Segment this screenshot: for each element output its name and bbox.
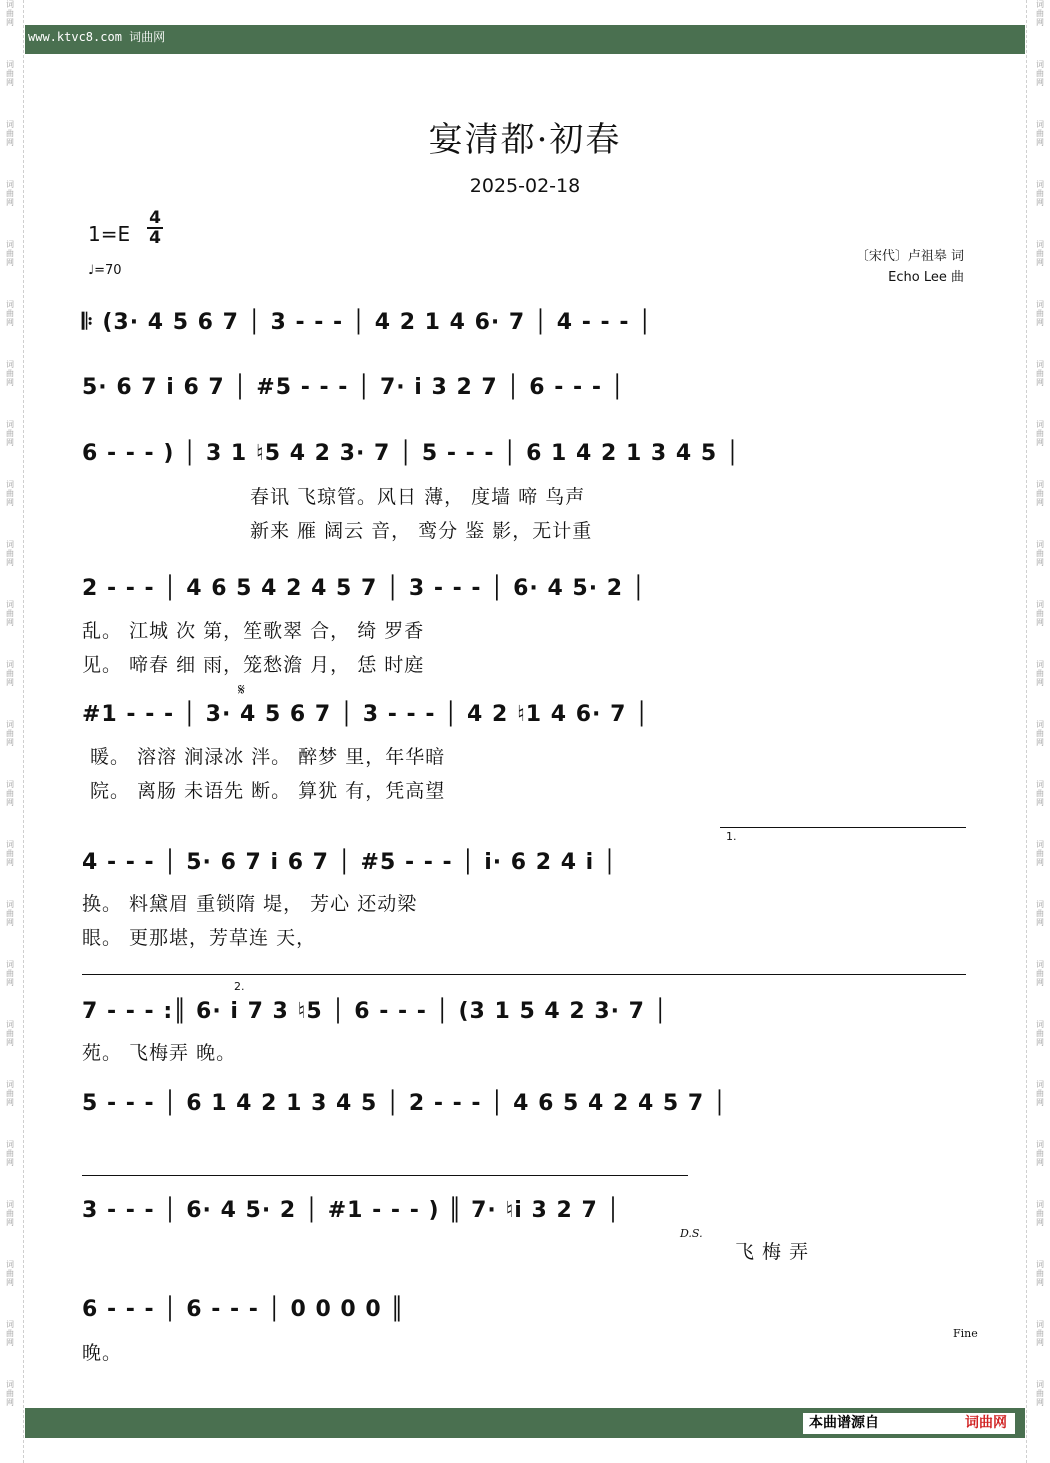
lyric-line-2: 新来 雁 阔云 音， 鸾分 鉴 影，无计重 xyxy=(250,520,593,542)
volta-1-label: 1. xyxy=(726,830,737,843)
watermark-text: 词曲网 xyxy=(1036,180,1044,207)
watermark-text: 词曲网 xyxy=(6,960,14,987)
site-url[interactable]: www.ktvc8.com 词曲网 xyxy=(28,30,166,44)
notation-row xyxy=(82,850,968,880)
watermark-text: 词曲网 xyxy=(1036,1200,1044,1227)
watermark-text: 词曲网 xyxy=(6,900,14,927)
notes: 2 - - - │ 4 6 5 4 2 4 5 7 │ 3 - - - │ 6· 4 5· 2 │ xyxy=(82,576,646,601)
watermark-text: 词曲网 xyxy=(6,1140,14,1167)
watermark-text: 词曲网 xyxy=(6,360,14,387)
watermark-text: 词曲网 xyxy=(6,120,14,147)
watermark-text: 词曲网 xyxy=(6,660,14,687)
notes: 4 - - - │ 5· 6 7 i 6 7 │ #5 - - - │ i· 6 2 4 i │ xyxy=(82,850,618,875)
notation-row xyxy=(82,310,968,340)
watermark-text: 词曲网 xyxy=(1036,420,1044,447)
time-signature: 4 4 xyxy=(147,209,163,247)
notes: 5· 6 7 i 6 7 │ #5 - - - │ 7· i 3 2 7 │ 6 - - - │ xyxy=(82,375,625,400)
watermark-text: 词曲网 xyxy=(1036,960,1044,987)
watermark-text: 词曲网 xyxy=(6,720,14,747)
watermark-text: 词曲网 xyxy=(6,420,14,447)
watermark-text: 词曲网 xyxy=(6,1200,14,1227)
lyric-line-2: 见。 啼春 细 雨，笼愁澹 月， 恁 时庭 xyxy=(82,654,425,676)
notation-row xyxy=(82,576,968,606)
watermark-text: 词曲网 xyxy=(6,180,14,207)
watermark-text: 词曲网 xyxy=(6,1020,14,1047)
watermark-text: 词曲网 xyxy=(6,240,14,267)
left-border xyxy=(23,0,24,1463)
watermark-text: 词曲网 xyxy=(6,0,14,27)
watermark-text: 词曲网 xyxy=(6,840,14,867)
watermark-text: 词曲网 xyxy=(1036,120,1044,147)
watermark-text: 词曲网 xyxy=(6,480,14,507)
notes: 6 - - - ) │ 3 1 ♮5 4 2 3· 7 │ 5 - - - │ 6 1 4 2 1 3 4 5 │ xyxy=(82,441,741,466)
notes: #1 - - - │ 3· 4 5 6 7 │ 3 - - - │ 4 2 ♮1 4 6· 7 │ xyxy=(82,702,650,727)
watermark-text: 词曲网 xyxy=(1036,480,1044,507)
watermark-text: 词曲网 xyxy=(6,60,14,87)
song-date: 2025-02-18 xyxy=(469,175,581,197)
watermark-text: 词曲网 xyxy=(1036,900,1044,927)
notation-row xyxy=(82,1198,968,1228)
watermark-text: 词曲网 xyxy=(1036,1080,1044,1107)
notes: 6 - - - │ 6 - - - │ 0 0 0 0 ║ xyxy=(82,1297,405,1322)
source-box[interactable] xyxy=(803,1413,1015,1434)
lyric-line-1: 晚。 xyxy=(82,1342,123,1364)
notation-row xyxy=(82,702,968,732)
volta-2-label: 2. xyxy=(234,980,245,993)
header-banner xyxy=(25,25,1025,54)
watermark-text: 词曲网 xyxy=(1036,780,1044,807)
notation-row xyxy=(82,441,968,471)
fine-marking: Fine xyxy=(953,1327,978,1340)
lyric-line-1: 飞 梅 弄 xyxy=(735,1241,810,1263)
segno-sign: 𝄋 xyxy=(238,680,245,699)
lyric-line-1: 换。 料黛眉 重锁隋 堤， 芳心 还动梁 xyxy=(82,893,418,915)
watermark-text: 词曲网 xyxy=(1036,0,1044,27)
notation-row xyxy=(82,1091,968,1121)
watermark-text: 词曲网 xyxy=(6,1080,14,1107)
watermark-text: 词曲网 xyxy=(1036,540,1044,567)
source-label: 本曲谱源自 xyxy=(809,1415,879,1431)
watermark-text: 词曲网 xyxy=(6,1380,14,1407)
watermark-text: 词曲网 xyxy=(6,780,14,807)
lyric-line-1: 春讯 飞琼管。风日 薄， 度墙 啼 鸟声 xyxy=(250,486,586,508)
watermark-text: 词曲网 xyxy=(1036,1020,1044,1047)
volta-1-line xyxy=(720,827,966,828)
song-title: 宴清都·初春 xyxy=(428,120,622,160)
watermark-text: 词曲网 xyxy=(6,540,14,567)
watermark-text: 词曲网 xyxy=(1036,360,1044,387)
composer-credit: Echo Lee 曲 xyxy=(888,270,964,285)
watermark-text: 词曲网 xyxy=(1036,1260,1044,1287)
watermark-text: 词曲网 xyxy=(1036,240,1044,267)
notes: 𝄆 (3· 4 5 6 7 │ 3 - - - │ 4 2 1 4 6· 7 │ 4 - - - │ xyxy=(82,310,653,335)
lyric-line-2: 院。 离肠 未语先 断。 算犹 有，凭高望 xyxy=(90,780,446,802)
watermark-text: 词曲网 xyxy=(1036,1380,1044,1407)
notation-row xyxy=(82,375,968,405)
watermark-text: 词曲网 xyxy=(1036,1320,1044,1347)
lyric-line-1: 乱。 江城 次 第，笙歌翠 合， 绮 罗香 xyxy=(82,620,425,642)
watermark-text: 词曲网 xyxy=(6,300,14,327)
watermark-text: 词曲网 xyxy=(6,1320,14,1347)
footer-banner xyxy=(25,1408,1025,1438)
watermark-text: 词曲网 xyxy=(1036,60,1044,87)
watermark-text: 词曲网 xyxy=(1036,300,1044,327)
lyric-line-1: 苑。 飞梅弄 晚。 xyxy=(82,1042,237,1064)
notation-row xyxy=(82,999,968,1029)
notes: 3 - - - │ 6· 4 5· 2 │ #1 - - - ) ║ 7· ♮i 3 2 7 │ xyxy=(82,1198,621,1223)
notes: 7 - - - :║ 6· i 7 3 ♮5 │ 6 - - - │ (3 1 5 4 2 3· 7 │ xyxy=(82,999,668,1024)
ds-bracket-line xyxy=(82,1175,688,1176)
watermark-text: 词曲网 xyxy=(1036,840,1044,867)
watermark-text: 词曲网 xyxy=(1036,660,1044,687)
key-signature: 1=E xyxy=(88,222,131,246)
notation-row xyxy=(82,1297,968,1327)
watermark-text: 词曲网 xyxy=(1036,720,1044,747)
lyric-line-1: 暖。 溶溶 涧渌冰 泮。 醉梦 里，年华暗 xyxy=(90,746,446,768)
watermark-text: 词曲网 xyxy=(6,1260,14,1287)
right-watermark xyxy=(1033,0,1047,1463)
watermark-text: 词曲网 xyxy=(6,600,14,627)
tie-line xyxy=(82,974,966,975)
ds-marking: D.S. xyxy=(680,1227,703,1240)
left-watermark xyxy=(3,0,17,1463)
watermark-text: 词曲网 xyxy=(1036,1140,1044,1167)
tempo-marking: ♩=70 xyxy=(88,263,122,278)
lyricist-credit: 〔宋代〕卢祖皋 词 xyxy=(855,249,964,264)
watermark-text: 词曲网 xyxy=(1036,600,1044,627)
notes: 5 - - - │ 6 1 4 2 1 3 4 5 │ 2 - - - │ 4 6 5 4 2 4 5 7 │ xyxy=(82,1091,728,1116)
right-border xyxy=(1026,0,1027,1463)
lyric-line-2: 眼。 更那堪，芳草连 天， xyxy=(82,927,317,949)
source-name[interactable]: 词曲网 xyxy=(965,1415,1007,1431)
